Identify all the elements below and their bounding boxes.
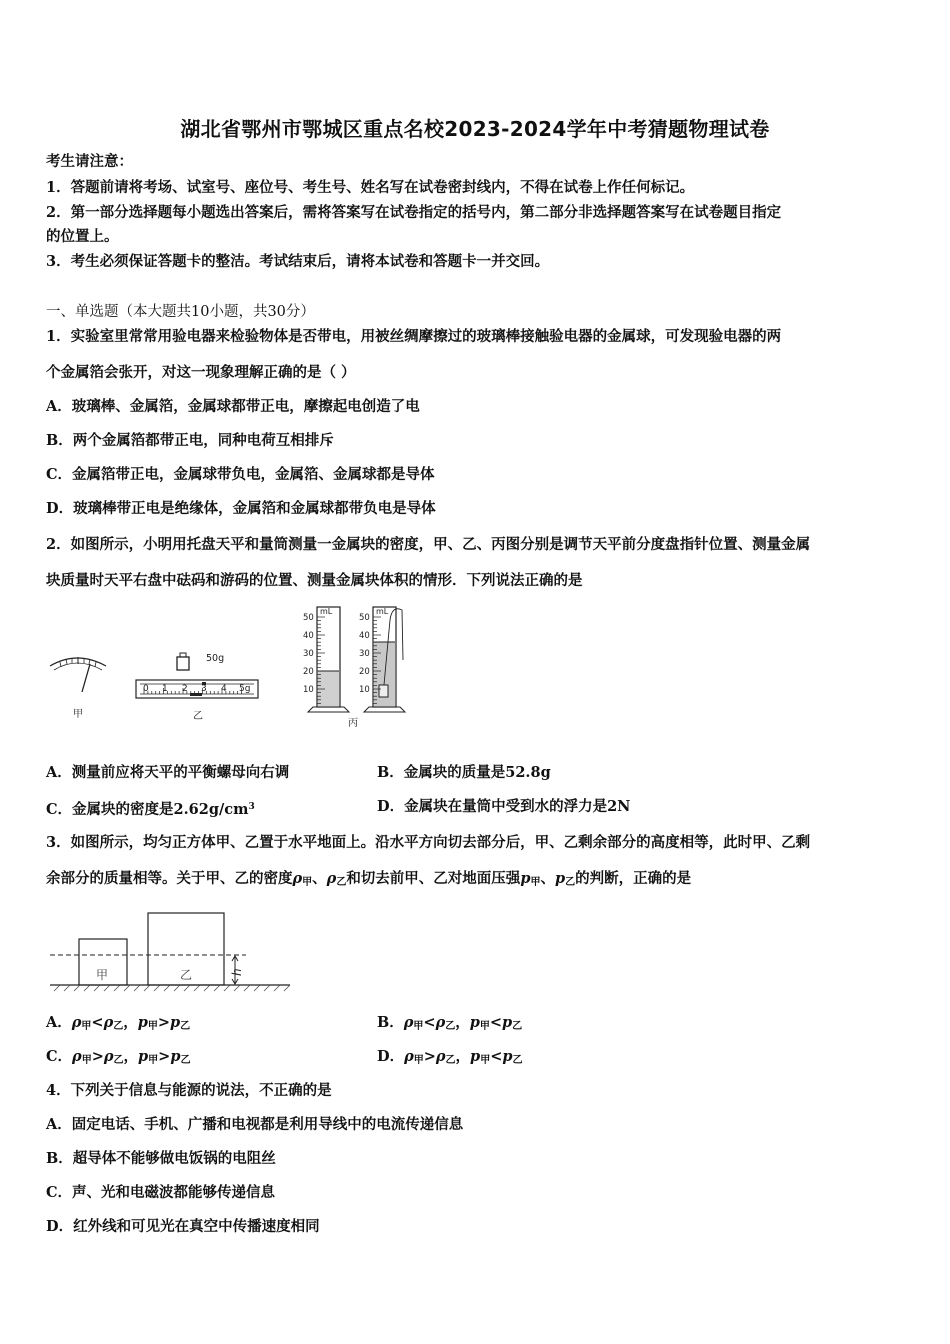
q1-option-d: D．玻璃棒带正电是绝缘体，金属箔和金属球都带负电是导体 — [46, 500, 436, 517]
cylinder-tick-label: 20 — [359, 667, 370, 677]
notice-item: 1．答题前请将考场、试室号、座位号、考生号、姓名写在试卷密封线内，不得在试卷上作任何标记。 — [46, 179, 695, 196]
notice-item: 3．考生必须保证答题卡的整洁。考试结束后，请将本试卷和答题卡一并交回。 — [46, 253, 550, 270]
cylinder-unit: mL — [376, 607, 389, 616]
cylinder-tick-label: 30 — [303, 649, 314, 659]
q2-option-a: A．测量前应将天平的平衡螺母向右调 — [46, 764, 290, 781]
label-bing: 丙 — [348, 718, 358, 729]
q1-option-b: B．两个金属箔都带正电，同种电荷互相排斥 — [46, 432, 334, 449]
q4-option-b: B．超导体不能够做电饭锅的电阻丝 — [46, 1150, 276, 1167]
q4-option-d: D．红外线和可见光在真空中传播速度相同 — [46, 1218, 320, 1235]
q3-option-d: D．$\rho_甲>\rho_乙$，$p_甲<p_乙$ — [377, 1048, 523, 1066]
ruler-tick-label: 2 — [182, 684, 188, 694]
question-4-stem: 4．下列关于信息与能源的说法，不正确的是 — [46, 1082, 332, 1099]
ruler-tick-label: 0 — [143, 684, 149, 694]
cylinder-tick-label: 10 — [359, 685, 370, 695]
measuring-cylinder-left — [308, 607, 349, 712]
label-yi: 乙 — [193, 711, 203, 722]
label-yi: 乙 — [180, 968, 193, 982]
measuring-cylinder-right — [364, 607, 405, 712]
cylinder-tick-label: 50 — [303, 613, 314, 623]
notice-item: 的位置上。 — [46, 228, 119, 245]
ruler-tick-label: 3 — [201, 684, 207, 694]
question-2-stem: 块质量时天平右盘中砝码和游码的位置、测量金属块体积的情形．下列说法正确的是 — [46, 572, 583, 589]
cylinder-tick-label: 20 — [303, 667, 314, 677]
ruler-tick-label: 1 — [162, 684, 168, 694]
balance-scale-dial — [50, 657, 106, 692]
q3-option-a: A．$\rho_甲<\rho_乙$，$p_甲>p_乙$ — [46, 1014, 191, 1032]
question-3-stem: 3．如图所示，均匀正方体甲、乙置于水平地面上。沿水平方向切去部分后，甲、乙剩余部分的高度相等，此时甲、乙剩 — [46, 834, 811, 851]
q2-option-c: C．金属块的密度是$2.62g/cm^3$ — [46, 801, 255, 818]
cylinder-tick-label: 10 — [303, 685, 314, 695]
q3-figure — [46, 905, 296, 997]
notice-heading: 考生请注意： — [46, 153, 133, 170]
exam-title: 湖北省鄂州市鄂城区重点名校2023-2024学年中考猜题物理试卷 — [180, 117, 770, 141]
q2-figure — [40, 600, 420, 740]
question-3-stem: 余部分的质量相等。关于甲、乙的密度$\rho_甲$、$\rho_乙$和切去前甲、乙对地面压强$p_甲$、$p_乙$的判断，正确的是 — [46, 870, 692, 888]
q4-option-c: C．声、光和电磁波都能够传递信息 — [46, 1184, 276, 1201]
label-jia: 甲 — [73, 709, 83, 720]
cylinder-unit: mL — [320, 607, 333, 616]
ruler-tick-label: 4 — [221, 684, 227, 694]
q3-option-b: B．$\rho_甲<\rho_乙$，$p_甲<p_乙$ — [377, 1014, 523, 1032]
question-2-stem: 2．如图所示，小明用托盘天平和量筒测量一金属块的密度，甲、乙、丙图分别是调节天平前分度盘指针位置、测量金属 — [46, 536, 811, 553]
ground-hatching — [54, 985, 290, 991]
ruler-tick-label: 5g — [239, 684, 251, 694]
cylinder-tick-label: 40 — [303, 631, 314, 641]
weight-label: 50g — [206, 653, 225, 664]
q2-option-d: D．金属块在量筒中受到水的浮力是2N — [377, 798, 631, 815]
height-label: h — [230, 968, 244, 976]
cylinder-tick-label: 30 — [359, 649, 370, 659]
q4-option-a: A．固定电话、手机、广播和电视都是利用导线中的电流传递信息 — [46, 1116, 464, 1133]
question-1-stem: 个金属箔会张开，对这一现象理解正确的是（ ） — [46, 364, 356, 381]
question-1-stem: 1．实验室里常常用验电器来检验物体是否带电，用被丝绸摩擦过的玻璃棒接触验电器的金属球，可发现验电器的两 — [46, 328, 782, 345]
cylinder-tick-label: 40 — [359, 631, 370, 641]
q2-option-b: B．金属块的质量是52.8g — [377, 764, 551, 781]
q1-option-a: A．玻璃棒、金属箔，金属球都带正电，摩擦起电创造了电 — [46, 398, 420, 415]
section-heading: 一、单选题（本大题共10小题，共30分） — [46, 304, 315, 320]
q3-option-c: C．$\rho_甲>\rho_乙$，$p_甲>p_乙$ — [46, 1048, 191, 1066]
notice-item: 2．第一部分选择题每小题选出答案后，需将答案写在试卷指定的括号内，第二部分非选择题答案写在试卷题目指定 — [46, 204, 782, 221]
q1-option-c: C．金属箔带正电，金属球带负电，金属箔、金属球都是导体 — [46, 466, 435, 483]
label-jia: 甲 — [96, 968, 109, 982]
cylinder-tick-label: 50 — [359, 613, 370, 623]
